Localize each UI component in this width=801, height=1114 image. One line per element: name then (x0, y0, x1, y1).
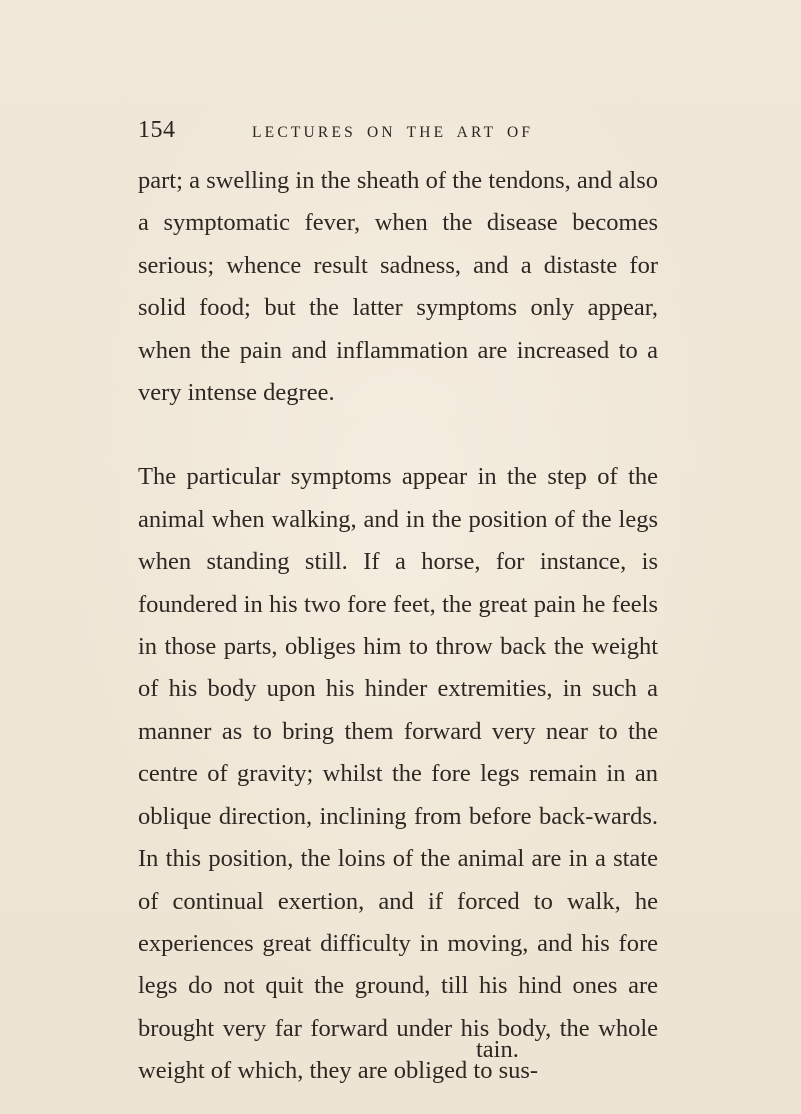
body-text (138, 160, 658, 1093)
page-number: 154 (138, 117, 176, 143)
continuation-word: tain. (476, 1036, 519, 1063)
page-header (138, 117, 658, 147)
paragraph-1: part; a swelling in the sheath of the tendons, and also a symptomatic fever, when the disease becomes serious; whence result sadness, and a distaste for solid food; but the latter symptoms only appear, when the pain and inflammation are increased to a very intense degree. (138, 167, 658, 407)
running-head: LECTURES ON THE ART OF (252, 124, 534, 141)
paragraph-2: The particular symptoms appear in the step of the animal when walking, and in the position of the legs when standing still. If a horse, for instance, is foundered in his two fore feet, the great pain he feels in those parts, obliges him to throw back the weight of his body upon his hinder extremities, in such a manner as to bring them forward very near to the centre of gravity; whilst the fore legs remain in an oblique direction, inclining from before back-wards. In this position, the loins of the animal are in a state of continual exertion, and if forced to walk, he experiences great difficulty in moving, and his fore legs do not quit the ground, till his hind ones are brought very far forward under his body, the whole weight of which, they are obliged to sus- (138, 463, 658, 1085)
